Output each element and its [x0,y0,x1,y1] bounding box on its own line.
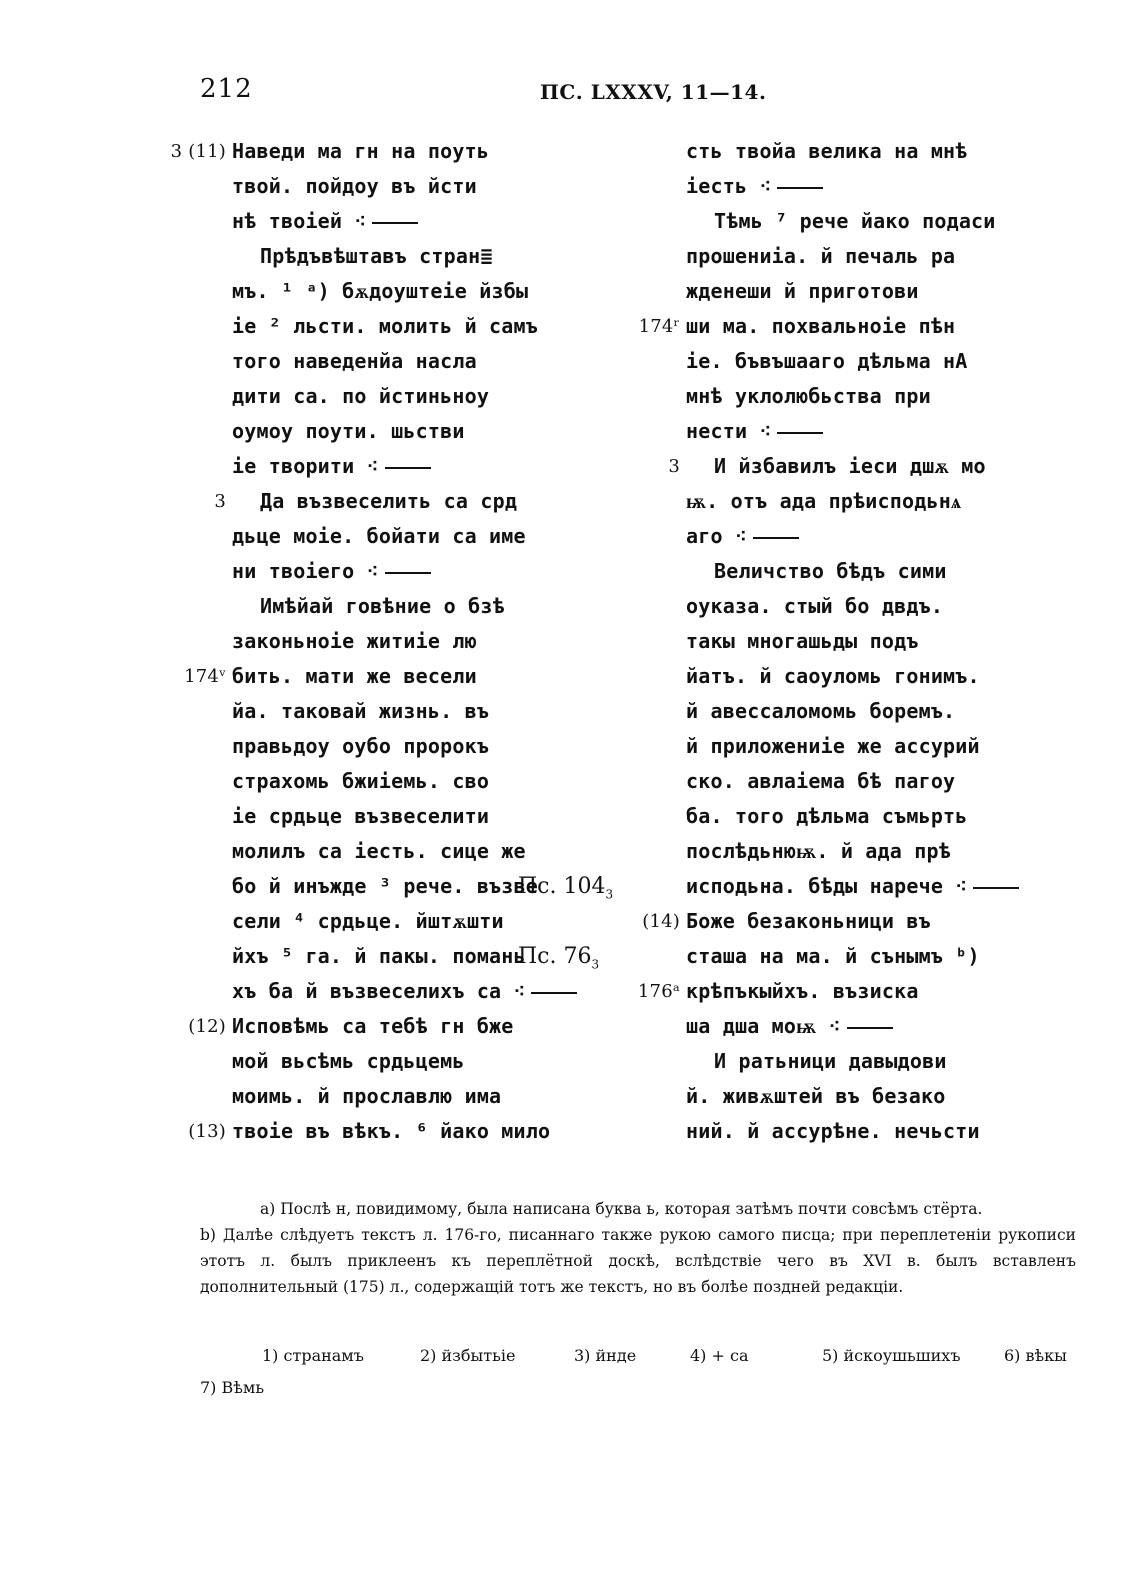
text-line [232,974,577,1009]
text-line [232,519,577,554]
text-line [686,939,1019,974]
line-text: іе творити ⁖ [232,454,379,478]
line-text: И йзбавилъ іеси дшѫ мо [714,454,986,478]
text-line [188,1009,577,1044]
variant-4: 4) + са [690,1346,749,1365]
text-line [686,344,1019,379]
line-text: Наведи ма гн на поуть [232,139,490,163]
text-line [232,694,577,729]
line-text: іесть ⁖ [686,174,772,198]
text-line [637,974,1019,1009]
margin-reference-subscript: 3 [591,957,600,972]
variant-1: 1) странамъ [262,1346,364,1365]
text-line [686,134,1019,169]
text-line [232,904,577,939]
margin-reference-text: Пс. 104 [518,874,606,899]
line-text: ши ма. похвальноіе пѣн [686,314,956,338]
line-text: бо й инъжде ³ рече. възве [232,874,539,898]
line-text: Боже безаконьници въ [686,909,931,933]
line-text: й авессаломомь боремъ. [686,699,956,723]
text-line [232,274,577,309]
line-text: того наведенйа насла [232,349,477,373]
text-line [232,204,577,239]
line-text: й. живѫштей въ безако [686,1084,946,1108]
verse-marker: 3 [668,456,680,477]
text-line [686,624,1019,659]
line-text: правьдоу оубо пророкъ [232,734,490,758]
line-text: страхомь бжиіемь. сво [232,769,490,793]
text-line [686,414,1019,449]
line-text: іе ² льсти. молить й самъ [232,314,539,338]
text-line [686,519,1019,554]
text-line [686,239,1019,274]
text-line [686,659,1019,694]
line-text: И ратьници давыдови [714,1049,947,1073]
text-line [232,449,577,484]
page-number: 212 [200,74,253,104]
margin-reference [518,869,613,904]
left-column [170,134,577,1149]
line-text: сташа на ма. й сънымъ ᵇ) [686,944,980,968]
verse-marker: 174ʳ [638,316,680,337]
editor-footnotes [200,1196,1076,1300]
line-text: жденеши й приготови [686,279,919,303]
text-line [638,309,1019,344]
line-text: ско. авлаіема бѣ пагоу [686,769,956,793]
variant-2: 2) йзбытьіе [420,1346,516,1365]
line-text: твоіе въ вѣкъ. ⁶ йако мило [232,1119,551,1143]
text-line [686,799,1019,834]
verse-marker: 3 (11) [170,141,226,162]
editor-note-b: b) Далѣе слѣдуетъ текстъ л. 176-го, писаннаго также рукою самого писца; при переплетеніи рукописи этотъ л. былъ приклеенъ къ переплётной доскѣ, вслѣдствіе чего въ XVI в. былъ вставленъ дополнительный (175) л., содержащій тотъ же текстъ, но въ болѣе поздней редакціи. [200,1226,1076,1296]
text-line [232,729,577,764]
verse-marker: (14) [642,911,680,932]
variant-6: 6) вѣкы [1004,1346,1067,1365]
text-line [232,414,577,449]
text-line [686,589,1019,624]
text-line [686,204,1019,239]
line-text: іе. бъвъшааго дѣльма нА [686,349,968,373]
line-text: нѣ твоіей ⁖ [232,209,367,233]
text-line [686,484,1019,519]
margin-reference [518,939,599,974]
end-rule [777,432,823,434]
text-line [232,379,577,414]
text-line [642,904,1019,939]
text-line [686,834,1019,869]
line-text: іе срдьце възвеселити [232,804,490,828]
end-rule [777,187,823,189]
text-line [232,169,577,204]
text-line [232,624,577,659]
line-text: сть твойа велика на мнѣ [686,139,968,163]
text-line [232,834,577,869]
line-text: прошениіа. й печаль ра [686,244,956,268]
line-text: Исповѣмь са тебѣ гн бже [232,1014,514,1038]
text-line [214,484,577,519]
margin-reference-subscript: 3 [605,887,614,902]
verse-marker: 176ᵃ [637,981,680,1002]
end-rule [385,572,431,574]
end-rule [973,887,1019,889]
text-line [686,274,1019,309]
text-line [232,309,577,344]
editor-note-a: a) Послѣ н, повидимому, была написана буква ь, которая затѣмъ почти совсѣмъ стёрта. [260,1200,983,1218]
text-line [686,729,1019,764]
line-text: ба. того дѣльма съмьрть [686,804,968,828]
text-line [188,1114,577,1149]
text-line [686,1114,1019,1149]
text-line [170,134,577,169]
line-text: йатъ. й саоуломь гонимъ. [686,664,980,688]
verse-marker: (13) [188,1121,226,1142]
text-line [232,344,577,379]
variant-3: 3) йнде [574,1346,637,1365]
line-text: дити са. по йстиньноу [232,384,490,408]
line-text: законьноіе житиіе лю [232,629,477,653]
right-column [637,134,1019,1149]
line-text: моимь. й прославлю има [232,1084,502,1108]
line-text: исподьна. бѣды нарече ⁖ [686,874,968,898]
text-line [686,694,1019,729]
line-text: ѭ. отъ ада прѣисподьнѧ [686,489,962,513]
text-line [232,239,577,274]
line-text: мой вьсѣмь срдьцемь [232,1049,465,1073]
line-text: такы многашьды подъ [686,629,919,653]
line-text: Имѣйай говѣние о бзѣ [260,594,505,618]
verse-marker: (12) [188,1016,226,1037]
text-line [232,764,577,799]
text-line [232,799,577,834]
line-text: послѣдьнюѭ. й ада прѣ [686,839,951,863]
line-text: бить. мати же весели [232,664,477,688]
verse-marker: 174ᵛ [184,666,226,687]
variant-5: 5) йскоушьшихъ [822,1346,961,1365]
line-text: Прѣдъвѣштавъ стран≣ [260,244,493,268]
line-text: йа. таковай жизнь. въ [232,699,490,723]
text-line [686,169,1019,204]
text-line [232,589,577,624]
line-text: ни твоіего ⁖ [232,559,379,583]
text-line [232,1044,577,1079]
text-line [686,1044,1019,1079]
line-text: дьце моіе. бойати са име [232,524,526,548]
verse-marker: 3 [214,491,226,512]
line-text: йхъ ⁵ га. й пакы. помань [232,944,526,968]
text-line [232,1079,577,1114]
text-line [686,554,1019,589]
line-text: Величство бѣдъ сими [714,559,947,583]
line-text: молилъ са іесть. сице же [232,839,526,863]
line-text: хъ ба й възвеселихъ са ⁖ [232,979,526,1003]
line-text: оуказа. стый бо двдъ. [686,594,944,618]
end-rule [753,537,799,539]
text-line [232,554,577,589]
line-text: ша дша моѭ ⁖ [686,1014,841,1038]
end-rule [372,222,418,224]
line-text: сели ⁴ срдьце. йштѫшти [232,909,504,933]
end-rule [385,467,431,469]
line-text: й приложениіе же ассурий [686,734,980,758]
line-text: ний. й ассурѣне. нечьсти [686,1119,980,1143]
text-line [686,1079,1019,1114]
text-line [686,379,1019,414]
text-line [184,659,577,694]
line-text: нести ⁖ [686,419,772,443]
line-text: аго ⁖ [686,524,747,548]
text-line [686,1009,1019,1044]
end-rule [847,1027,893,1029]
text-line [668,449,1019,484]
line-text: Тѣмь ⁷ рече йако подаси [714,209,996,233]
line-text: мъ. ¹ ᵃ) бѫдоуштеіе йзбы [232,279,529,303]
variant-readings [0,1346,1140,1416]
line-text: крѣпъкыйхъ. възиска [686,979,919,1003]
line-text: твой. пойдоу въ йсти [232,174,477,198]
text-line [686,869,1019,904]
line-text: мнѣ уклолюбьства при [686,384,931,408]
end-rule [531,992,577,994]
text-line [686,764,1019,799]
running-head: ПС. LXXXV, 11—14. [540,80,767,104]
line-text: оумоу поути. шьстви [232,419,465,443]
variant-7: 7) Вѣмь [200,1378,265,1397]
line-text: Да възвеселить са срд [260,489,518,513]
margin-reference-text: Пс. 76 [518,944,592,969]
